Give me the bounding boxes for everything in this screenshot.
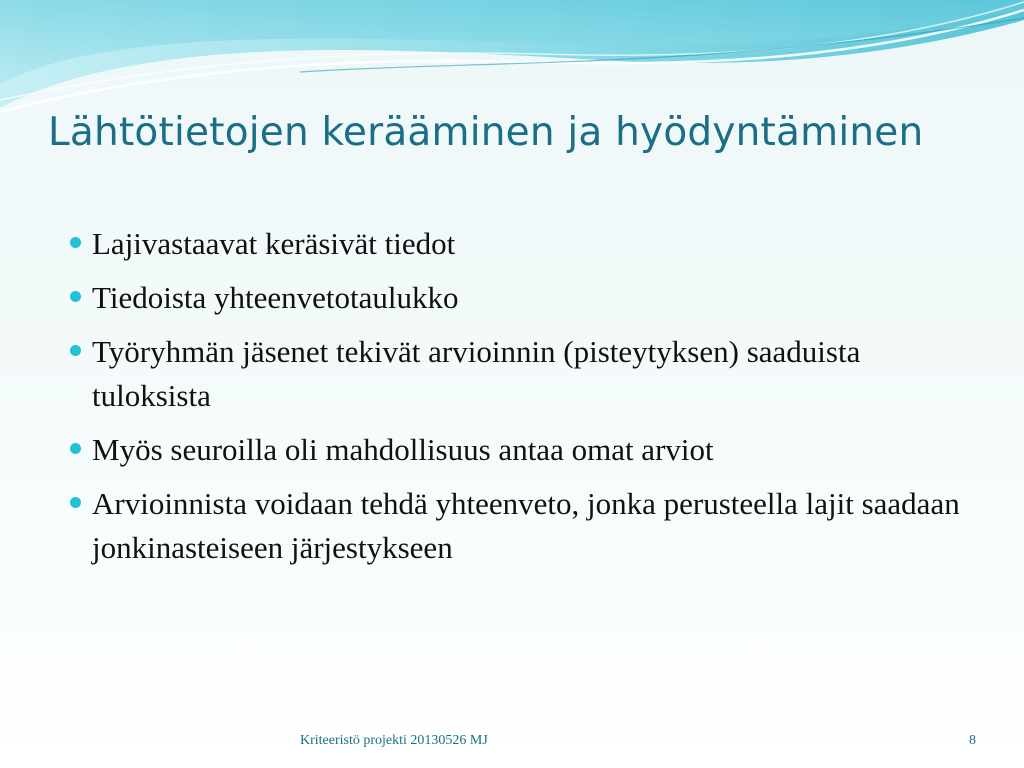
- bullet-text: Lajivastaavat keräsivät tiedot: [92, 226, 456, 261]
- slide-page-number: 8: [969, 733, 976, 748]
- bullet-item: [70, 330, 970, 418]
- bullet-dot-icon: [70, 237, 81, 248]
- bullet-item: [70, 276, 970, 320]
- bullet-item: [70, 222, 970, 266]
- bullet-text: Työryhmän jäsenet tekivät arvioinnin (pisteytyksen) saaduista tuloksista: [92, 334, 861, 413]
- bullet-item: [70, 482, 970, 570]
- bullet-text: Myös seuroilla oli mahdollisuus antaa omat arviot: [92, 432, 714, 467]
- bullet-dot-icon: [70, 443, 81, 454]
- slide-title: Lähtötietojen kerääminen ja hyödyntäminen: [48, 110, 924, 155]
- bullet-list: [70, 222, 970, 580]
- bullet-dot-icon: [70, 497, 81, 508]
- bullet-dot-icon: [70, 291, 81, 302]
- bullet-item: [70, 428, 970, 472]
- bullet-text: Arvioinnista voidaan tehdä yhteenveto, jonka perusteella lajit saadaan jonkinasteiseen järjestykseen: [92, 486, 960, 565]
- bullet-dot-icon: [70, 345, 81, 356]
- bullet-text: Tiedoista yhteenvetotaulukko: [92, 280, 459, 315]
- slide-footer: Kriteeristö projekti 20130526 MJ: [300, 733, 488, 748]
